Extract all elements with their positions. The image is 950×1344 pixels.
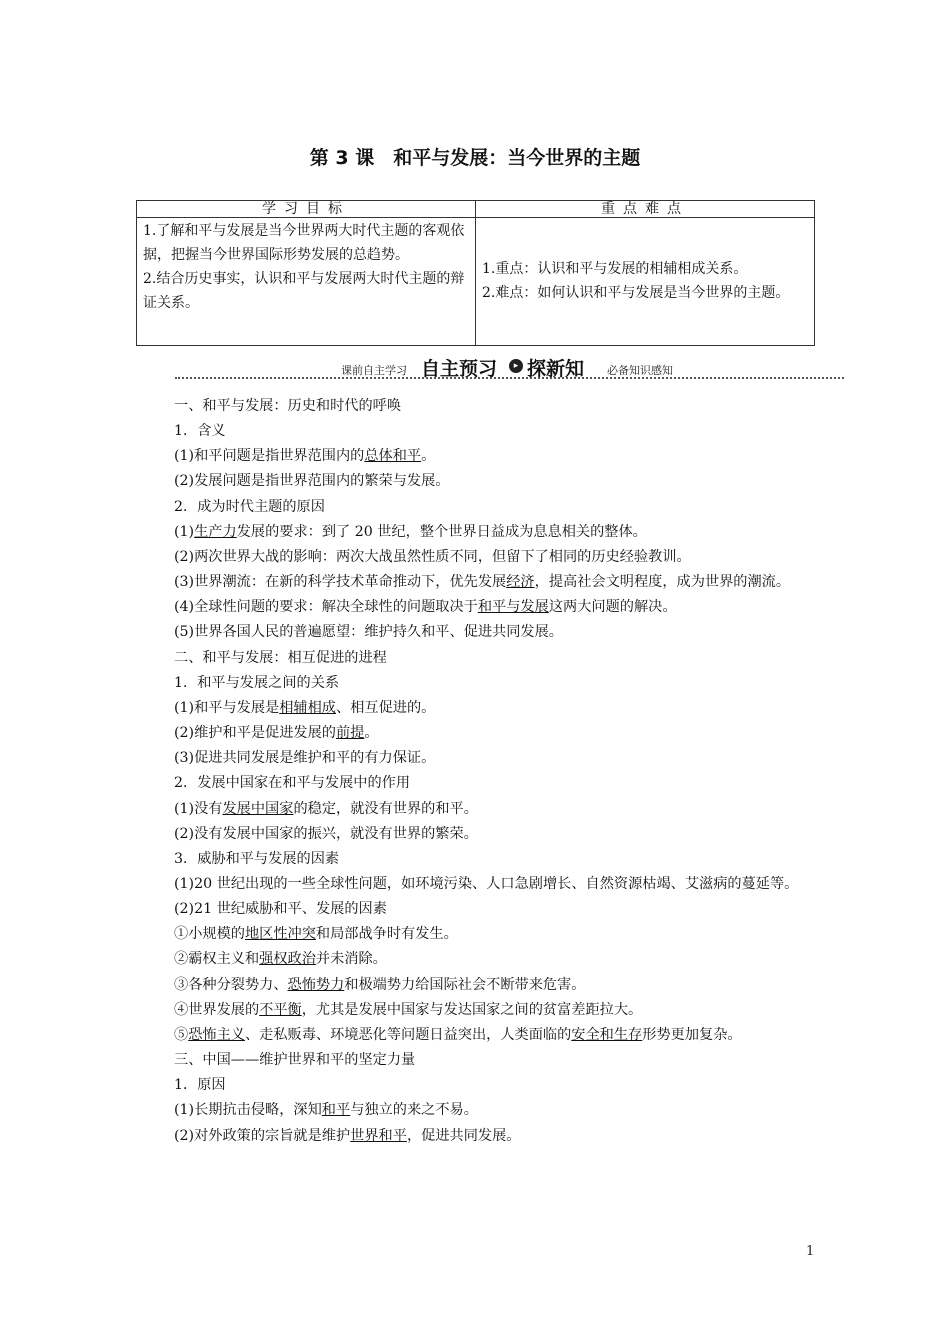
objectives-table [136, 200, 815, 346]
text-line: ①小规模的地区性冲突和局部战争时有发生。 [174, 926, 458, 943]
key-term: 不平衡 [259, 1001, 302, 1018]
text-line: ④世界发展的不平衡，尤其是发展中国家与发达国家之间的贫富差距拉大。 [174, 1001, 643, 1018]
banner-heading-b: 探新知 [527, 358, 585, 380]
key-term: 恐怖势力 [287, 976, 345, 993]
key-point-item: 1.重点：认识和平与发展的相辅相成关系。 [482, 261, 748, 277]
col-header-key-points: 重点难点 [476, 201, 815, 218]
key-term: 生产力 [194, 523, 237, 540]
text-line: ③各种分裂势力、恐怖势力和极端势力给国际社会不断带来危害。 [174, 976, 586, 993]
key-term: 安全和生存 [571, 1026, 643, 1043]
text-line: (2)对外政策的宗旨就是维护世界和平，促进共同发展。 [174, 1127, 521, 1144]
key-term: 总体和平 [364, 448, 422, 465]
text-line: (5)世界各国人民的普遍愿望：维护持久和平、促进共同发展。 [174, 624, 563, 641]
notes-body [136, 394, 815, 1149]
subheading: 3．威胁和平与发展的因素 [174, 850, 340, 867]
key-term: 和平与发展 [477, 599, 549, 616]
text-line: ⑤恐怖主义、走私贩毒、环境恶化等问题日益突出，人类面临的安全和生存形势更加复杂。 [174, 1026, 742, 1043]
subheading: 2．成为时代主题的原因 [174, 498, 325, 515]
text-line: (1)生产力发展的要求：到了 20 世纪，整个世界日益成为息息相关的整体。 [174, 523, 647, 540]
objective-item: 2.结合历史事实，认识和平与发展两大时代主题的辩证关系。 [143, 271, 465, 311]
key-term: 前提 [335, 725, 365, 742]
text-line: (2)维护和平是促进发展的前提。 [174, 725, 379, 742]
text-line: (1)没有发展中国家的稳定，就没有世界的和平。 [174, 800, 478, 817]
text-line: (2)发展问题是指世界范围内的繁荣与发展。 [174, 473, 450, 490]
objective-item: 1.了解和平与发展是当今世界两大时代主题的客观依据，把握当今世界国际形势发展的总趋势。 [143, 223, 465, 263]
banner-right-label: 必备知识感知 [607, 364, 673, 377]
key-term: 和平 [321, 1102, 351, 1119]
banner-left-label: 课前自主学习 [341, 364, 407, 377]
page-number: 1 [806, 1244, 815, 1259]
key-term: 世界和平 [350, 1127, 407, 1144]
key-term: 发展中国家 [222, 800, 294, 817]
dotted-divider [175, 377, 844, 379]
subheading: 2．发展中国家在和平与发展中的作用 [174, 775, 411, 792]
section-heading: 一、和平与发展：历史和时代的呼唤 [174, 398, 402, 414]
lesson-title: 第 3 课 和平与发展：当今世界的主题 [309, 147, 641, 169]
subheading: 1．和平与发展之间的关系 [174, 674, 340, 691]
section-banner [175, 354, 844, 380]
key-term: 强权政治 [259, 951, 316, 968]
text-line: (2)没有发展中国家的振兴，就没有世界的繁荣。 [174, 825, 478, 842]
text-line: (1)20 世纪出现的一些全球性问题，如环境污染、人口急剧增长、自然资源枯竭、艾滋病的蔓延等。 [174, 875, 799, 892]
text-line: (1)和平与发展是相辅相成、相互促进的。 [174, 699, 436, 716]
subheading: 1．含义 [174, 423, 226, 440]
key-point-item: 2.难点：如何认识和平与发展是当今世界的主题。 [482, 285, 790, 301]
key-term: 地区性冲突 [244, 926, 316, 943]
key-term: 相辅相成 [279, 699, 336, 716]
text-line: (2)两次世界大战的影响：两次大战虽然性质不同，但留下了相同的历史经验教训。 [174, 548, 691, 565]
arrow-circle-icon: ▸ [509, 359, 523, 373]
section-heading: 三、中国——维护世界和平的坚定力量 [174, 1052, 416, 1069]
text-line: ②霸权主义和强权政治并未消除。 [174, 951, 387, 968]
subheading: 1．原因 [174, 1077, 226, 1094]
text-line: (3)世界潮流：在新的科学技术革命推动下，优先发展经济，提高社会文明程度，成为世界的潮流。 [174, 574, 791, 591]
text-line: (1)和平问题是指世界范围内的总体和平。 [174, 448, 436, 465]
section-heading: 二、和平与发展：相互促进的进程 [174, 649, 387, 666]
objectives-cell [137, 218, 476, 346]
text-line: (3)促进共同发展是维护和平的有力保证。 [174, 750, 436, 767]
text-line: (2)21 世纪威胁和平、发展的因素 [174, 901, 387, 918]
key-term: 经济 [506, 574, 535, 591]
text-line: (4)全球性问题的要求：解决全球性的问题取决于和平与发展这两大问题的解决。 [174, 599, 677, 616]
key-term: 恐怖主义 [188, 1026, 245, 1043]
text-line: (1)长期抗击侵略，深知和平与独立的来之不易。 [174, 1102, 478, 1119]
banner-heading-a: 自主预习 [421, 358, 498, 380]
col-header-objectives: 学习目标 [137, 201, 476, 218]
key-points-cell [476, 218, 815, 346]
